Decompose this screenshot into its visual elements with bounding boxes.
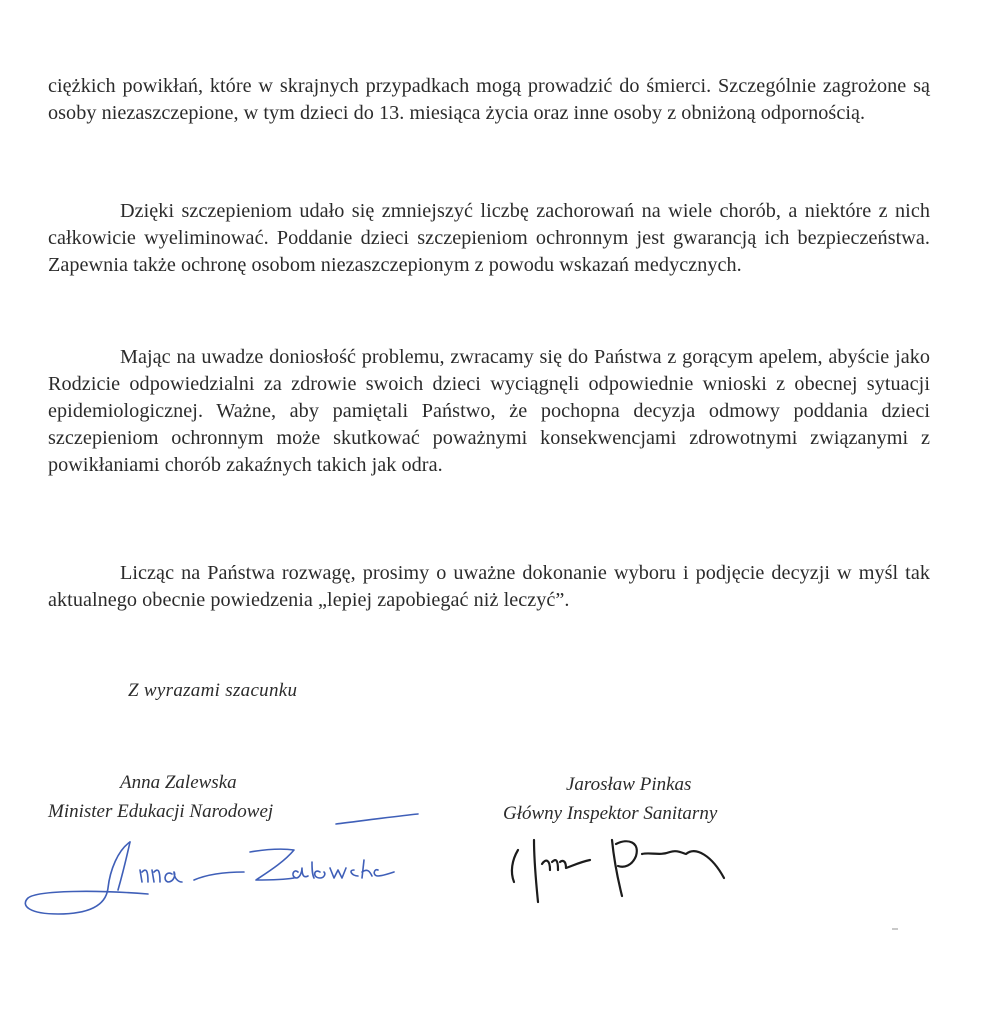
scan-speck bbox=[892, 928, 898, 930]
paragraph-appeal-to-parents: Mając na uwadze doniosłość problemu, zwracamy się do Państwa z gorącym apelem, abyście jako Rodzicie odpowiedzialni za zdrowie swoich dzieci wyciągnęli odpowiednie wnioski z obecnej sytuacji epidemiologicznej. Ważne, aby pamiętali Państwo, że pochopna decyzja odmowy poddania dzieci szczepieniom ochronnym może skutkować poważnymi konsekwencjami zdrowotnymi związanymi z powikłaniami chorób zakaźnych takich jak odra. bbox=[48, 346, 930, 476]
paragraph-closing-request: Licząc na Państwa rozwagę, prosimy o uważne dokonanie wyboru i podjęcie decyzji w myśl tak aktualnego obecnie powiedzenia „lepiej zapobiegać niż leczyć”. bbox=[48, 562, 930, 611]
handwritten-signature-right bbox=[500, 830, 760, 910]
signatory-role-left: Minister Edukacji Narodowej bbox=[48, 801, 274, 822]
signatory-name-right: Jarosław Pinkas bbox=[566, 774, 692, 795]
handwritten-signature-left bbox=[18, 810, 418, 930]
paragraph-vaccination-benefits: Dzięki szczepieniom udało się zmniejszyć liczbę zachorowań na wiele chorób, a niektóre z nich całkowicie wyeliminować. Poddanie dzieci szczepieniom ochronnym jest gwarancją ich bezpieczeństwa. Zapewnia także ochronę osobom niezaszczepionym z powodu wskazań medycznych. bbox=[48, 200, 930, 276]
paragraph-complications: ciężkich powikłań, które w skrajnych przypadkach mogą prowadzić do śmierci. Szczególnie zagrożone są osoby niezaszczepione, w tym dzieci do 13. miesiąca życia oraz inne osoby z obniżoną odpornością. bbox=[48, 75, 930, 124]
closing-salutation: Z wyrazami szacunku bbox=[128, 680, 298, 701]
signatory-role-right: Główny Inspektor Sanitarny bbox=[503, 803, 718, 824]
signatory-name-left: Anna Zalewska bbox=[120, 772, 237, 793]
